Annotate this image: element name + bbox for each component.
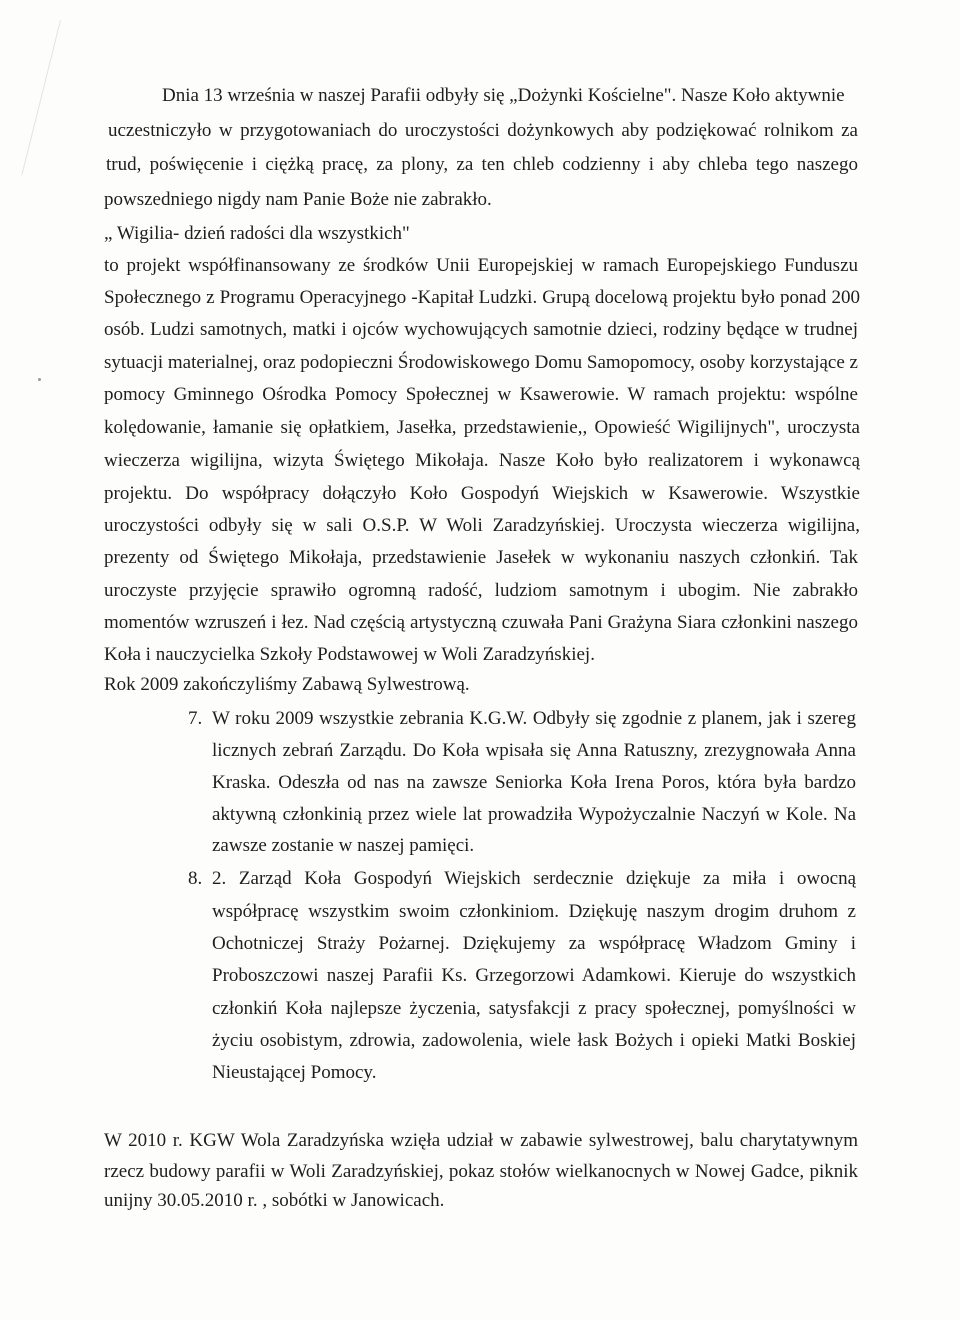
doc-line: kolędowanie, łamanie się opłatkiem, Jasełka, przedstawienie,, Opowieść Wigilijnych", uroczysta bbox=[104, 417, 860, 438]
list-number: 7. bbox=[188, 708, 203, 729]
list-item-line: W roku 2009 wszystkie zebrania K.G.W. Odbyły się zgodnie z planem, jak i szereg bbox=[212, 708, 856, 729]
list-item-line: zawsze zostanie w naszej pamięci. bbox=[212, 835, 475, 856]
doc-line: trud, poświęcenie i ciężką pracę, za plony, za ten chleb codzienny i aby chleba tego naszego bbox=[106, 154, 858, 175]
list-item-line: członkiń Koła najlepsze życzenia, satysfakcji z pracy społecznej, pomyślności w bbox=[212, 998, 856, 1019]
doc-line: momentów wzruszeń i łez. Nad częścią artystyczną czuwała Pani Grażyna Siara członkini naszego bbox=[104, 612, 858, 633]
doc-line: Dnia 13 września w naszej Parafii odbyły się „Dożynki Kościelne". Nasze Koło aktywnie bbox=[162, 85, 845, 106]
doc-line: sytuacji materialnej, oraz podopieczni Środowiskowego Domu Samopomocy, osoby korzystające z bbox=[104, 352, 858, 373]
list-item-line: Proboszczowi naszej Parafii Ks. Grzegorzowi Adamkowi. Kieruje do wszystkich bbox=[212, 965, 856, 986]
doc-line: uroczyste przyjęcie sprawiło ogromną radość, ludziom samotnym i ubogim. Nie zabrakło bbox=[104, 580, 858, 601]
list-item-line: licznych zebrań Zarządu. Do Koła wpisała się Anna Ratuszny, zrezygnowała Anna bbox=[212, 740, 856, 761]
doc-line: W 2010 r. KGW Wola Zaradzyńska wzięła udział w zabawie sylwestrowej, balu charytatywnym bbox=[104, 1130, 858, 1151]
doc-line: osób. Ludzi samotnych, matki i ojców wychowujących samotnie dzieci, rodziny będące w trudnej bbox=[104, 319, 858, 340]
doc-line: unijny 30.05.2010 r. , sobótki w Janowicach. bbox=[104, 1190, 445, 1211]
list-item-line: życiu osobistym, zdrowia, zadowolenia, wiele łask Bożych i opieki Matki Boskiej bbox=[212, 1030, 856, 1051]
list-item-line: Ochotniczej Straży Pożarnej. Dziękujemy za współpracę Władzom Gminy i bbox=[212, 933, 856, 954]
doc-line: Rok 2009 zakończyliśmy Zabawą Sylwestrową. bbox=[104, 674, 470, 695]
doc-line: powszedniego nigdy nam Panie Boże nie zabrakło. bbox=[104, 189, 492, 210]
doc-line: pomocy Gminnego Ośrodka Pomocy Społecznej w Ksawerowie. W ramach projektu: wspólne bbox=[104, 384, 858, 405]
doc-line: rzecz budowy parafii w Woli Zaradzyńskiej, pokaz stołów wielkanocnych w Nowej Gadce, piknik bbox=[104, 1161, 858, 1182]
scan-speck bbox=[38, 378, 41, 381]
doc-line: Koła i nauczycielka Szkoły Podstawowej w Woli Zaradzyńskiej. bbox=[104, 644, 595, 665]
doc-line: Społecznego z Programu Operacyjnego -Kapitał Ludzki. Grupą docelową projektu było ponad 200 bbox=[104, 287, 860, 308]
doc-line: to projekt współfinansowany ze środków Unii Europejskiej w ramach Europejskiego Funduszu bbox=[104, 255, 858, 276]
list-item-line: Nieustającej Pomocy. bbox=[212, 1062, 377, 1083]
doc-line: projektu. Do współpracy dołączyło Koło Gospodyń Wiejskich w Ksawerowie. Wszystkie bbox=[104, 483, 860, 504]
doc-line: wieczerza wigilijna, wizyta Świętego Mikołaja. Nasze Koło było realizatorem i wykonawcą bbox=[104, 450, 860, 471]
list-number: 8. bbox=[188, 868, 203, 889]
doc-line: „ Wigilia- dzień radości dla wszystkich" bbox=[104, 223, 410, 244]
doc-line: prezenty od Świętego Mikołaja, przedstawienie Jasełek w wykonaniu naszych członkiń. Tak bbox=[104, 547, 858, 568]
list-item-line: Kraska. Odeszła od nas na zawsze Seniorka Koła Irena Poros, która była bardzo bbox=[212, 772, 856, 793]
list-item-line: współpracę wszystkim swoim członkiniom. Dziękuję naszym drogim druhom z bbox=[212, 901, 856, 922]
paper-fold-mark bbox=[21, 20, 109, 188]
doc-line: uroczystości odbyły się w sali O.S.P. W Woli Zaradzyńskiej. Uroczysta wieczerza wigilijna, bbox=[104, 515, 860, 536]
list-item-line: 2. Zarząd Koła Gospodyń Wiejskich serdecznie dziękuje za miła i owocną bbox=[212, 868, 856, 889]
list-item-line: aktywną członkinią przez wiele lat prowadziła Wypożyczalnie Naczyń w Kole. Na bbox=[212, 804, 856, 825]
doc-line: uczestniczyło w przygotowaniach do uroczystości dożynkowych aby podziękować rolnikom za bbox=[108, 120, 858, 141]
